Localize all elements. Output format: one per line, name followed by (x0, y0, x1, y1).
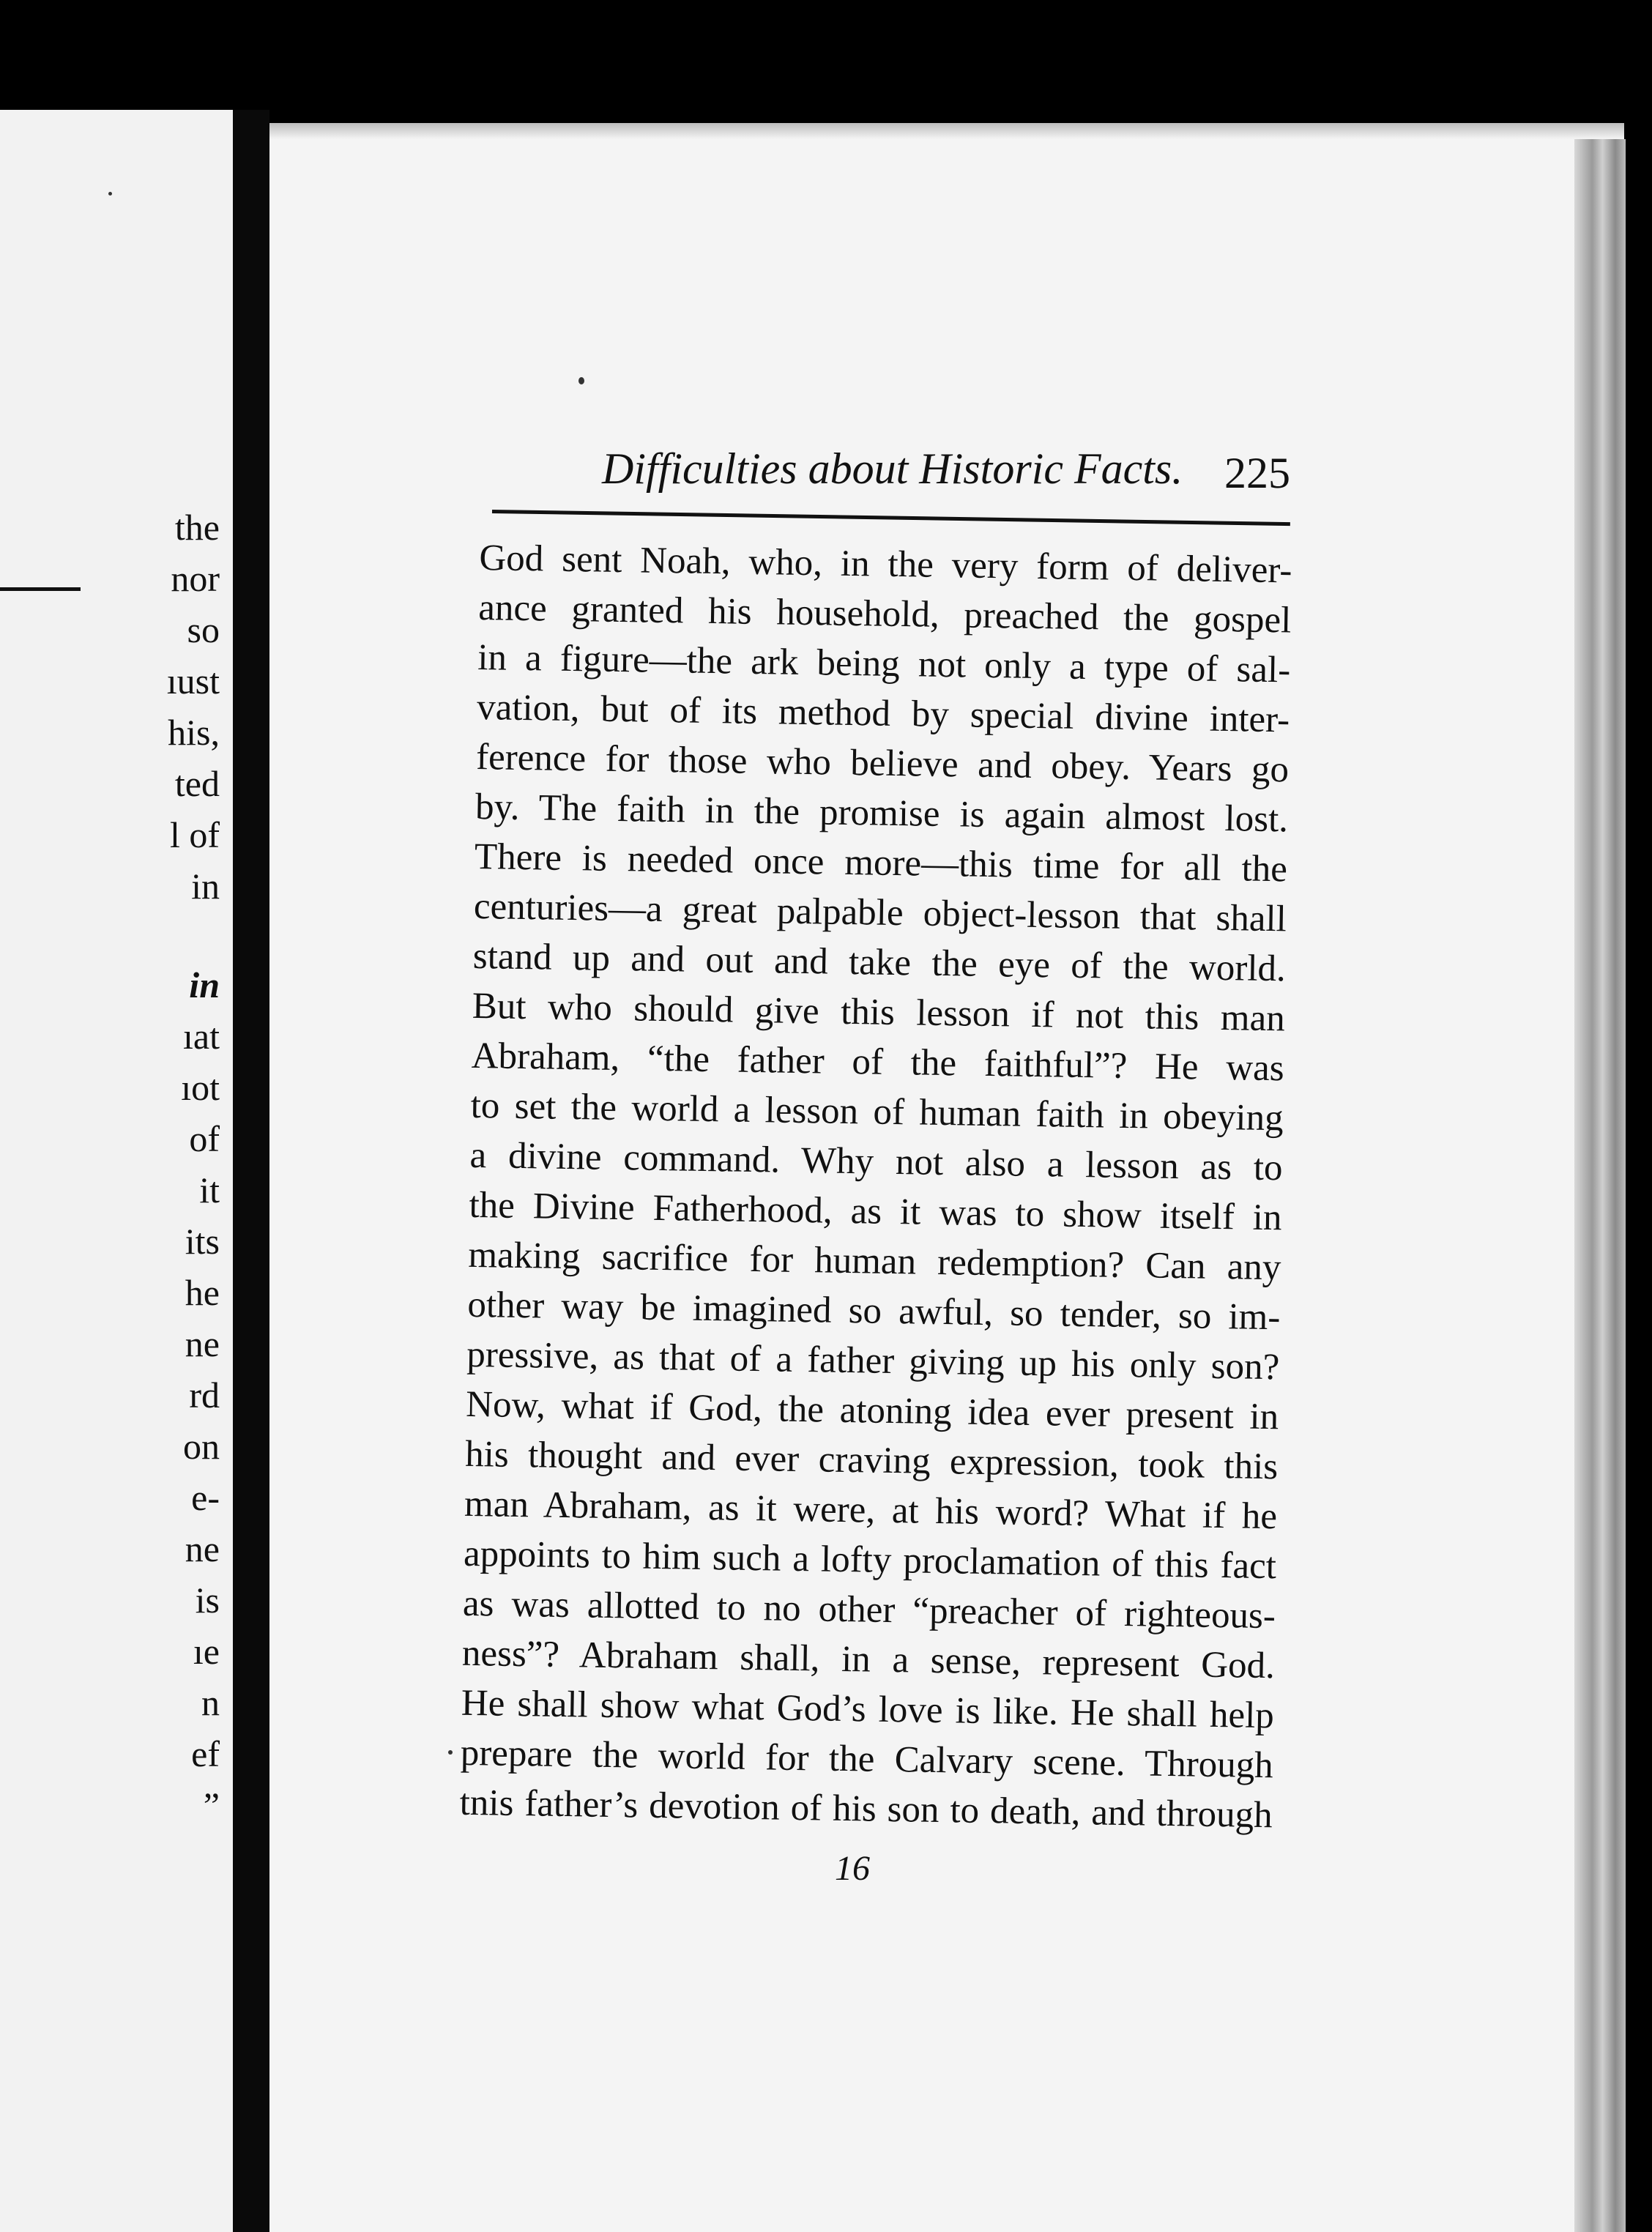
left-line-fragment: so (187, 609, 220, 650)
text-line: in a figure—the ark being not only a type of sal- (477, 636, 1291, 691)
page-number: 225 (1224, 449, 1290, 497)
text-line: God sent Noah, who, in the very form of deliver- (479, 537, 1292, 592)
text-line: tnis father’s devotion of his son to death, and through (459, 1782, 1273, 1837)
left-line-fragment: ef (191, 1733, 220, 1774)
left-line-fragment: ne (185, 1528, 220, 1569)
scan-speck (578, 377, 584, 384)
left-line-fragment: ıat (183, 1016, 220, 1057)
text-line: as was allotted to no other “preacher of righteous- (462, 1582, 1276, 1637)
text-line: He shall show what God’s love is like. He shall help (461, 1682, 1275, 1737)
left-line-fragment: l of (169, 814, 220, 855)
left-line-fragment: its (185, 1221, 220, 1262)
left-line-fragment: in (189, 964, 220, 1005)
left-line-fragment: is (195, 1580, 220, 1621)
text-line: prepare the world for the Calvary scene. Through (460, 1732, 1274, 1787)
text-line: other way be imagined so awful, so tender, so im- (467, 1284, 1281, 1339)
text-line: ance granted his household, preached the gospel (477, 587, 1292, 641)
left-line-fragment: of (189, 1118, 220, 1159)
text-line: man Abraham, as it were, at his word? What if he (464, 1483, 1278, 1538)
left-line-fragment: e- (191, 1477, 220, 1518)
text-line: pressive, as that of a father giving up his only son? (466, 1333, 1280, 1388)
left-line-fragment: ted (174, 763, 220, 804)
left-line-fragment: ne (185, 1323, 220, 1364)
text-line: to set the world a lesson of human faith in obeying (470, 1085, 1284, 1139)
text-line: ness”? Abraham shall, in a sense, represent God. (461, 1632, 1276, 1687)
text-line: Abraham, “the father of the faithful”? He was (471, 1035, 1285, 1090)
running-head-title: Difficulties about Historic Facts. (602, 444, 1183, 493)
left-line-fragment: n (201, 1682, 220, 1723)
left-line-fragment: his, (168, 712, 220, 753)
text-line: his thought and ever craving expression, took this (464, 1433, 1279, 1488)
text-line: appoints to him such a lofty proclamation of this fact (463, 1533, 1277, 1588)
book-gutter (233, 110, 269, 2232)
left-line-fragment: it (199, 1169, 220, 1210)
left-line-fragment: the (174, 507, 220, 548)
text-line: making sacrifice for human redemption? Can any (468, 1234, 1281, 1289)
text-line: Now, what if God, the atoning idea ever present in (465, 1383, 1279, 1438)
left-line-fragment: ıot (181, 1067, 220, 1108)
left-line-fragment: ıe (193, 1631, 220, 1672)
text-line: vation, but of its method by special divine inter- (476, 686, 1290, 741)
previous-page-rule (0, 587, 81, 591)
previous-page-fragment (0, 110, 233, 2232)
text-line: centuries—a great palpable object-lesson that shall (473, 885, 1287, 940)
scan-speck (108, 192, 112, 196)
page-stack-edge (1574, 139, 1626, 2232)
text-line: stand up and out and take the eye of the world. (472, 935, 1287, 990)
text-line: There is needed once more—this time for all the (474, 836, 1288, 890)
text-line: the Divine Fatherhood, as it was to show itself in (469, 1184, 1282, 1239)
left-line-fragment: ” (203, 1785, 220, 1826)
text-line: ference for those who believe and obey. Years go (475, 736, 1290, 791)
left-line-fragment: in (191, 866, 220, 907)
text-line: a divine command. Why not also a lesson as to (469, 1134, 1283, 1189)
signature-mark: 16 (835, 1849, 870, 1888)
left-line-fragment: on (183, 1426, 220, 1467)
page-top-shadow (269, 123, 1624, 139)
left-line-fragment: rd (189, 1374, 220, 1416)
left-line-fragment: he (185, 1272, 220, 1313)
text-line: But who should give this lesson if not this man (472, 985, 1286, 1040)
running-head (492, 444, 1290, 510)
text-line: by. The faith in the promise is again almost lost. (475, 786, 1289, 841)
left-line-fragment: ıust (166, 661, 220, 702)
body-text (459, 533, 1292, 1840)
left-line-fragment: nor (171, 558, 220, 599)
scan-speck (448, 1750, 453, 1755)
